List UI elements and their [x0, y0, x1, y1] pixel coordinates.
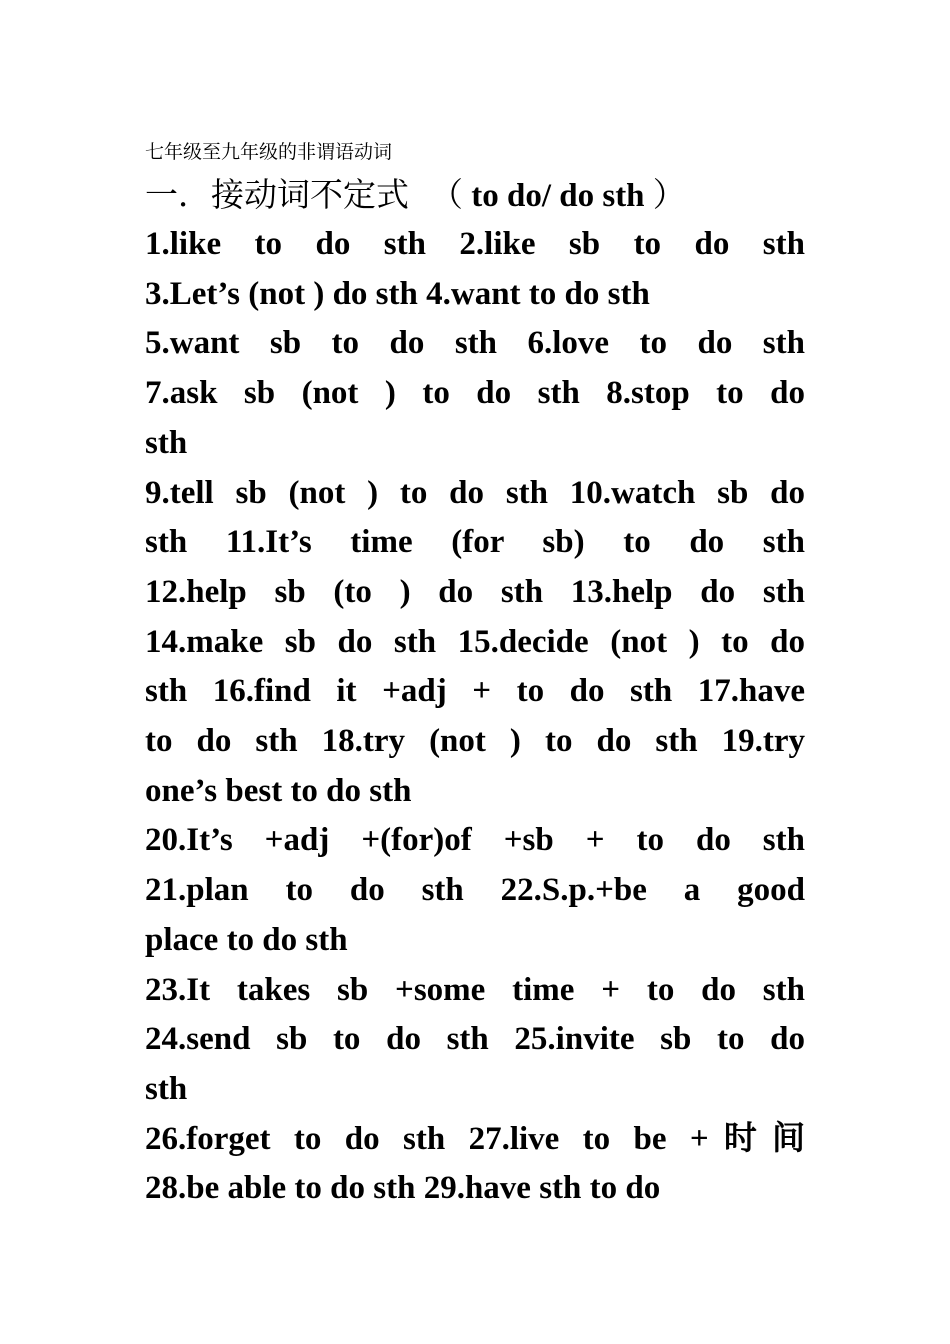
- section-open-paren: （: [429, 175, 463, 214]
- phrase-line: one’s best to do sth: [145, 772, 412, 809]
- phrase-line: sth: [145, 1070, 188, 1107]
- phrase-line: 23.It takes sb +some time + to do sth: [145, 971, 805, 1008]
- phrase-line: 1.like to do sth 2.like sb to do sth: [145, 226, 805, 262]
- phrase-line: 7.ask sb (not ) to do sth 8.stop to do: [145, 375, 805, 412]
- phrase-line: 14.make sb do sth 15.decide (not ) to do: [145, 623, 805, 660]
- phrase-line: 3.Let’s (not ) do sth 4.want to do sth: [145, 275, 650, 312]
- phrase-list: [145, 220, 805, 1214]
- phrase-line: 28.be able to do sth 29.have sth to do: [145, 1170, 661, 1207]
- section-number: 一．: [145, 175, 211, 214]
- document-body: [145, 138, 805, 1214]
- phrase-line: 26.forget to do sth 27.live to be +时间: [145, 1120, 805, 1157]
- phrase-line: sth: [145, 424, 188, 461]
- phrase-line: 5.want sb to do sth 6.love to do sth: [145, 325, 805, 362]
- phrase-line: 24.send sb to do sth 25.invite sb to do: [145, 1021, 805, 1058]
- phrase-line: 9.tell sb (not ) to do sth 10.watch sb do: [145, 474, 805, 511]
- phrase-line: 12.help sb (to ) do sth 13.help do sth: [145, 573, 805, 610]
- phrase-line: to do sth 18.try (not ) to do sth 19.try: [145, 723, 805, 760]
- section-close-paren: ）: [652, 175, 686, 214]
- section-heading: [145, 170, 805, 220]
- phrase-line: sth 16.find it +adj + to do sth 17.have: [145, 673, 805, 710]
- phrase-line: sth 11.It’s time (for sb) to do sth: [145, 524, 805, 561]
- phrase-line: place to do sth: [145, 921, 348, 958]
- document-title: 七年级至九年级的非谓语动词: [145, 141, 393, 163]
- phrase-line: 20.It’s +adj +(for)of +sb + to do sth: [145, 822, 805, 859]
- phrase-line: 21.plan to do sth 22.S.p.+be a good: [145, 872, 805, 909]
- section-verb-form: to do/ do sth: [462, 178, 653, 214]
- section-heading-text: 接动词不定式: [211, 175, 409, 214]
